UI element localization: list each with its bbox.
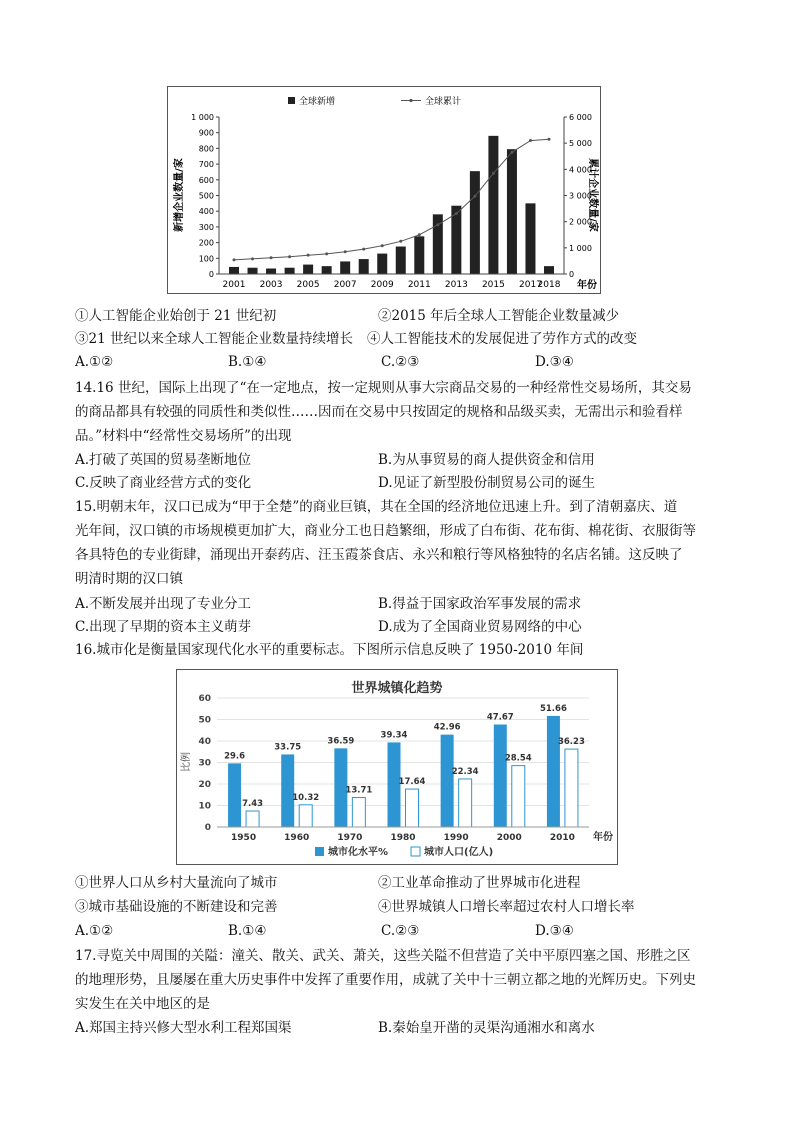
urban-population-value-label: 28.54 <box>504 753 532 764</box>
left-tick-label: 900 <box>198 128 214 138</box>
bar-2015 <box>488 136 498 274</box>
x-tick-label: 2007 <box>333 280 357 290</box>
x-tick-label: 2015 <box>481 280 505 290</box>
y-tick-label: 10 <box>198 801 211 812</box>
cumulative-point-2006 <box>325 252 328 255</box>
cumulative-point-2001 <box>233 258 236 261</box>
legend-swatch-urbanization <box>315 847 324 856</box>
cumulative-point-2005 <box>307 254 310 257</box>
x-axis-unit: 年份 <box>577 280 597 291</box>
q17-stem-line-3: 实发生在关中地区的是 <box>75 996 210 1012</box>
cumulative-point-2009 <box>381 244 384 247</box>
urbanization-value-label: 39.34 <box>380 730 408 741</box>
x-tick-label: 2017 <box>519 280 542 290</box>
urban-population-bar-1990 <box>459 779 472 827</box>
q15-choice-b: B.得益于国家政治军事发展的需求 <box>378 596 582 612</box>
q16-choice-a: A.①② <box>75 923 114 939</box>
y-tick-label: 30 <box>198 758 211 769</box>
bar-2007 <box>340 261 350 274</box>
bar-2003 <box>266 269 276 274</box>
left-tick-label: 200 <box>198 238 214 248</box>
cumulative-point-2018 <box>548 138 551 141</box>
left-tick-label: 500 <box>198 191 214 201</box>
left-tick-label: 400 <box>198 207 214 217</box>
q16-option-3: ③城市基础设施的不断建设和完善 <box>75 899 278 915</box>
legend-line-label: 全球累计 <box>425 97 462 107</box>
q15-stem-line-2: 光年间，汉口镇的市场规模更加扩大，商业分工也日趋繁细，形成了白布街、花布街、棉花街、衣服街等 <box>75 523 696 539</box>
q16-option-4: ④世界城镇人口增长率超过农村人口增长率 <box>378 899 635 915</box>
bar-2012 <box>433 214 443 274</box>
urban-population-value-label: 10.32 <box>292 792 320 803</box>
ai-companies-chart-frame <box>167 86 601 294</box>
cumulative-point-2007 <box>344 250 347 253</box>
q15-stem-line-1: 15.明朝末年，汉口已成为“甲于全楚”的商业巨镇，其在全国的经济地位迅速上升。到了清朝嘉庆、道 <box>75 499 678 515</box>
q15-choice-c: C.出现了早期的资本主义萌芽 <box>75 619 252 635</box>
q15-choice-a: A.不断发展并出现了专业分工 <box>75 596 252 612</box>
urbanization-value-label: 29.6 <box>224 751 246 762</box>
q16-choice-c: C.②③ <box>381 923 420 939</box>
q15-stem-line-3: 各具特色的专业街肆，涌现出开泰药店、汪玉霞茶食店、永兴和粮行等风格独特的名店名铺。这反映了 <box>75 547 683 563</box>
legend-label-urbanization: 城市化水平% <box>328 847 389 858</box>
urban-population-value-label: 7.43 <box>242 799 264 810</box>
urbanization-bar-1990 <box>441 735 454 827</box>
left-tick-label: 800 <box>198 144 214 154</box>
q13-choice-b: B.①④ <box>228 354 267 370</box>
urban-population-value-label: 17.64 <box>398 777 426 788</box>
q14-stem-line-1: 14.16 世纪，国际上出现了“在一定地点，按一定规则从事大宗商品交易的一种经常性交易场所，其交易 <box>75 380 692 396</box>
bar-2002 <box>248 268 258 274</box>
urban-population-bar-1980 <box>406 789 419 827</box>
urbanization-value-label: 33.75 <box>274 742 302 753</box>
q14-stem-line-2: 的商品都具有较强的同质性和类似性……因而在交易中只按固定的规格和品级买卖，无需出示和验看样 <box>75 404 683 420</box>
x-tick-label: 2000 <box>496 833 522 843</box>
q17-stem-line-2: 的地理形势，且屡屡在重大历史事件中发挥了重要作用，成就了关中十三朝立都之地的光辉历史。下列史 <box>75 972 696 988</box>
urban-population-bar-1960 <box>299 805 312 827</box>
right-tick-label: 3 000 <box>569 191 592 201</box>
bar-2018 <box>544 266 554 274</box>
left-tick-label: 0 <box>208 270 214 279</box>
urban-population-bar-2000 <box>512 766 525 827</box>
y-tick-label: 0 <box>204 823 211 833</box>
x-tick-label: 2003 <box>259 280 283 290</box>
cumulative-point-2010 <box>399 240 402 243</box>
bar-2001 <box>229 267 239 274</box>
q16-stem: 16.城市化是衡量国家现代化水平的重要标志。下图所示信息反映了 1950-2010 年间 <box>75 642 584 658</box>
x-tick-label: 1980 <box>390 833 416 843</box>
q14-choice-b: B.为从事贸易的商人提供资金和信用 <box>378 452 595 468</box>
q13-option-2: ②2015 年后全球人工智能企业数量减少 <box>378 308 620 324</box>
left-tick-label: 700 <box>198 160 214 170</box>
left-tick-label: 1 000 <box>191 113 214 122</box>
legend-bar-label: 全球新增 <box>299 97 336 107</box>
q17-stem-line-1: 17.寻览关中周围的关隘：潼关、散关、武关、萧关，这些关隘不但营造了关中平原四塞之国、形胜之区 <box>75 948 691 964</box>
legend-line-marker <box>409 99 412 102</box>
x-axis-unit: 年份 <box>593 832 613 843</box>
x-tick-label: 2011 <box>407 280 431 290</box>
urbanization-chart-frame <box>176 669 618 865</box>
urban-population-value-label: 22.34 <box>451 766 479 777</box>
x-tick-label: 2010 <box>549 833 575 843</box>
right-tick-label: 6 000 <box>569 113 592 122</box>
left-tick-label: 100 <box>198 254 214 264</box>
bar-2010 <box>396 247 406 274</box>
urbanization-bar-1960 <box>281 754 294 827</box>
q17-choice-b: B.秦始皇开凿的灵渠沟通湘水和离水 <box>378 1020 595 1036</box>
q13-choice-a: A.①② <box>75 354 114 370</box>
cumulative-point-2012 <box>436 223 439 226</box>
x-tick-label: 1960 <box>284 833 310 843</box>
cumulative-point-2002 <box>251 257 254 260</box>
urban-population-bar-1970 <box>352 798 365 827</box>
urbanization-value-label: 36.59 <box>327 736 355 747</box>
q14-choice-d: D.见证了新型股份制贸易公司的诞生 <box>378 475 596 491</box>
q17-choice-a: A.郑国主持兴修大型水利工程郑国渠 <box>75 1020 292 1036</box>
bar-2016 <box>507 149 517 274</box>
urbanization-bar-1950 <box>228 763 241 827</box>
q14-choice-a: A.打破了英国的贸易垄断地位 <box>75 452 252 468</box>
x-tick-label: 1990 <box>443 833 469 843</box>
cumulative-point-2014 <box>473 195 476 198</box>
cumulative-line <box>234 139 549 260</box>
q14-choice-c: C.反映了商业经营方式的变化 <box>75 475 252 491</box>
cumulative-point-2004 <box>288 255 291 258</box>
urban-population-bar-1950 <box>246 811 259 827</box>
cumulative-point-2015 <box>492 172 495 175</box>
cumulative-point-2008 <box>362 248 365 251</box>
cumulative-point-2013 <box>455 212 458 215</box>
bar-2011 <box>414 236 424 274</box>
bar-2014 <box>470 171 480 274</box>
left-tick-label: 600 <box>198 175 214 185</box>
y-tick-label: 40 <box>198 737 211 747</box>
legend-bar-swatch <box>288 97 295 104</box>
urbanization-value-label: 47.67 <box>486 712 514 723</box>
urbanization-bar-2010 <box>547 716 560 827</box>
x-tick-label: 2013 <box>444 280 468 290</box>
q15-stem-line-4: 明清时期的汉口镇 <box>75 571 183 587</box>
q16-option-1: ①世界人口从乡村大量流向了城市 <box>75 875 278 891</box>
left-tick-label: 300 <box>198 222 214 232</box>
q13-option-4: ④人工智能技术的发展促进了劳作方式的改变 <box>367 331 637 347</box>
q16-choice-b: B.①④ <box>228 923 267 939</box>
right-tick-label: 2 000 <box>569 217 592 227</box>
chart-title: 世界城镇化趋势 <box>351 681 443 696</box>
q15-choice-d: D.成为了全国商业贸易网络的中心 <box>378 619 582 635</box>
cumulative-point-2011 <box>418 233 421 236</box>
left-axis-title: 新增企业数量/家 <box>174 158 185 232</box>
y-tick-label: 50 <box>198 715 211 726</box>
bar-2005 <box>303 265 313 274</box>
cumulative-point-2017 <box>529 139 532 142</box>
y-tick-label: 20 <box>198 780 211 790</box>
urban-population-value-label: 13.71 <box>345 785 373 796</box>
cumulative-point-2003 <box>270 256 273 259</box>
urban-population-value-label: 36.23 <box>557 737 585 748</box>
y-axis-title: 比例 <box>181 752 192 772</box>
bar-2006 <box>322 266 332 274</box>
urbanization-bar-2000 <box>494 725 507 827</box>
urbanization-value-label: 51.66 <box>539 703 567 714</box>
right-axis-title: 累计企业数量/家 <box>587 158 598 232</box>
legend-swatch-urban-population <box>411 847 420 856</box>
urban-population-bar-2010 <box>565 749 578 827</box>
right-tick-label: 5 000 <box>569 139 592 149</box>
x-tick-label: 2018 <box>537 280 561 290</box>
bar-2017 <box>525 203 535 274</box>
urbanization-chart <box>177 670 617 864</box>
right-tick-label: 0 <box>569 270 575 279</box>
cumulative-point-2016 <box>510 151 513 154</box>
bar-2008 <box>359 259 369 274</box>
x-tick-label: 1950 <box>231 833 257 843</box>
x-tick-label: 2009 <box>370 280 394 290</box>
q13-choice-c: C.②③ <box>381 354 420 370</box>
q13-option-3: ③21 世纪以来全球人工智能企业数量持续增长 <box>75 331 353 347</box>
q13-choice-d: D.③④ <box>535 354 574 370</box>
x-tick-label: 2005 <box>296 280 320 290</box>
x-tick-label: 2001 <box>222 280 246 290</box>
legend-label-urban-population: 城市人口(亿人) <box>424 847 494 858</box>
bar-2009 <box>377 254 387 274</box>
y-tick-label: 60 <box>198 694 211 704</box>
right-tick-label: 1 000 <box>569 243 592 253</box>
q16-choice-d: D.③④ <box>535 923 574 939</box>
bar-2004 <box>285 268 295 274</box>
q13-option-1: ①人工智能企业始创于 21 世纪初 <box>75 308 277 324</box>
q16-option-2: ②工业革命推动了世界城市化进程 <box>378 875 581 891</box>
right-tick-label: 4 000 <box>569 165 592 175</box>
ai-companies-chart <box>168 87 600 293</box>
q14-stem-line-3: 品。”材料中“经常性交易场所”的出现 <box>75 428 292 444</box>
urbanization-value-label: 42.96 <box>433 722 461 733</box>
x-tick-label: 1970 <box>337 833 363 843</box>
